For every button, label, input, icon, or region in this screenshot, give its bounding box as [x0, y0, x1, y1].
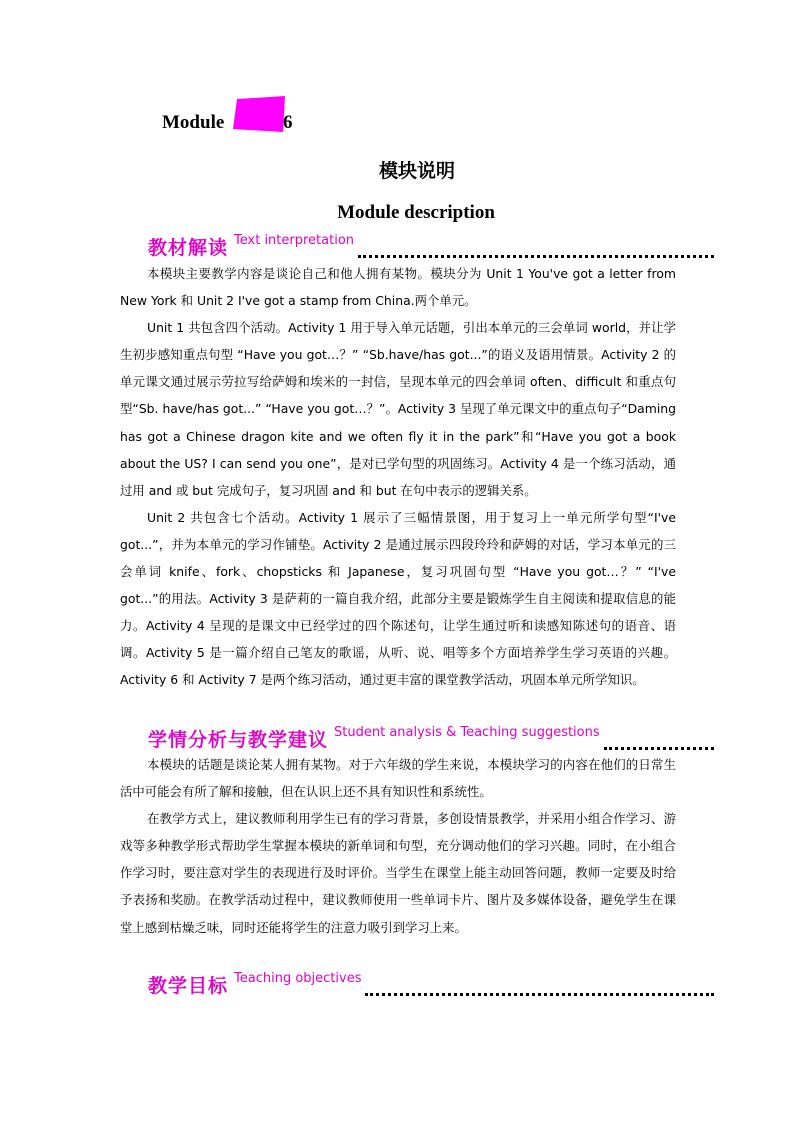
section-body-text-interpretation	[120, 260, 676, 694]
dotted-divider	[358, 255, 714, 258]
section-heading-text-interpretation	[148, 232, 714, 260]
section-heading-teaching-objectives	[148, 970, 714, 998]
page-title-cn: 模块说明	[378, 160, 455, 182]
paragraph: 本模块的话题是谈论某人拥有某物。对于六年级的学生来说，本模块学习的内容在他们的日常生活中可能会有所了解和接触，但在认识上还不具有知识性和系统性。	[120, 757, 676, 800]
section-heading-student-analysis	[148, 724, 714, 752]
dotted-divider	[604, 747, 714, 750]
section-title-en: Teaching objectives	[234, 971, 362, 986]
paragraph: Unit 2 共包含七个活动。Activity 1 展示了三幅情景图，用于复习上一单元所学句型“I've got...”，并为本单元的学习作铺垫。Activity 2 是通过展示四段玲玲和萨姆的对话，学习本单元的三会单词 knife、fork、chopsticks 和 Japanese，复习巩固句型 “Have you got…？” “I've got...”的用法。Activity 3 是萨莉的一篇自我介绍，此部分主要是锻炼学生自主阅读和提取信息的能力。Activity 4 呈现的是课文中已经学过的四个陈述句，让学生通过听和读感知陈述句的语音、语调。Activity 5 是一篇介绍自己笔友的歌谣，从听、说、唱等多个方面培养学生学习英语的兴趣。Activity 6 和 Activity 7 是两个练习活动，通过更丰富的课堂教学活动，巩固本单元所学知识。	[120, 509, 676, 688]
module-heading	[162, 108, 362, 138]
module-word: Module	[162, 112, 225, 133]
module-number: 6	[283, 112, 293, 133]
dotted-divider	[365, 993, 714, 996]
section-title-cn: 学情分析与教学建议	[148, 729, 329, 751]
paragraph: 在教学方式上，建议教师利用学生已有的学习背景，多创设情景教学，并采用小组合作学习、游戏等多种教学形式帮助学生掌握本模块的新单词和句型，充分调动他们的学习兴趣。同时，在小组合作学习时，要注意对学生的表现进行及时评价。当学生在课堂上能主动回答问题，教师一定要及时给予表扬和奖励。在教学活动过程中，建议教师使用一些单词卡片、图片及多媒体设备，避免学生在课堂上感到枯燥乏味，同时还能将学生的注意力吸引到学习上来。	[120, 811, 676, 935]
section-body-student-analysis	[120, 751, 676, 941]
paragraph: 本模块主要教学内容是谈论自己和他人拥有某物。模块分为 Unit 1 You've got a letter from New York 和 Unit 2 I've got a stamp from China.两个单元。	[120, 266, 676, 309]
module-number-shape	[233, 96, 287, 134]
section-title-en: Student analysis & Teaching suggestions	[334, 725, 600, 740]
paragraph: Unit 1 共包含四个活动。Activity 1 用于导入单元话题，引出本单元的三会单词 world，并让学生初步感知重点句型 “Have you got…？” “Sb.have/has got...”的语义及语用情景。Activity 2 的单元课文通过展示劳拉写给萨姆和埃米的一封信，呈现本单元的四会单词 often、difficult 和重点句型“Sb. have/has got...” “Have you got…？”。Activity 3 呈现了单元课文中的重点句子“Daming has got a Chinese dragon kite and we often fly it in the park”和“Have you got a book about the US? I can send you one”，是对已学句型的巩固练习。Activity 4 是一个练习活动，通过用 and 或 but 完成句子，复习巩固 and 和 but 在句中表示的逻辑关系。	[120, 320, 676, 498]
section-title-cn: 教材解读	[148, 237, 229, 259]
page-title-en: Module description	[337, 202, 495, 223]
section-title-en: Text interpretation	[234, 233, 355, 248]
section-title-cn: 教学目标	[148, 975, 229, 997]
